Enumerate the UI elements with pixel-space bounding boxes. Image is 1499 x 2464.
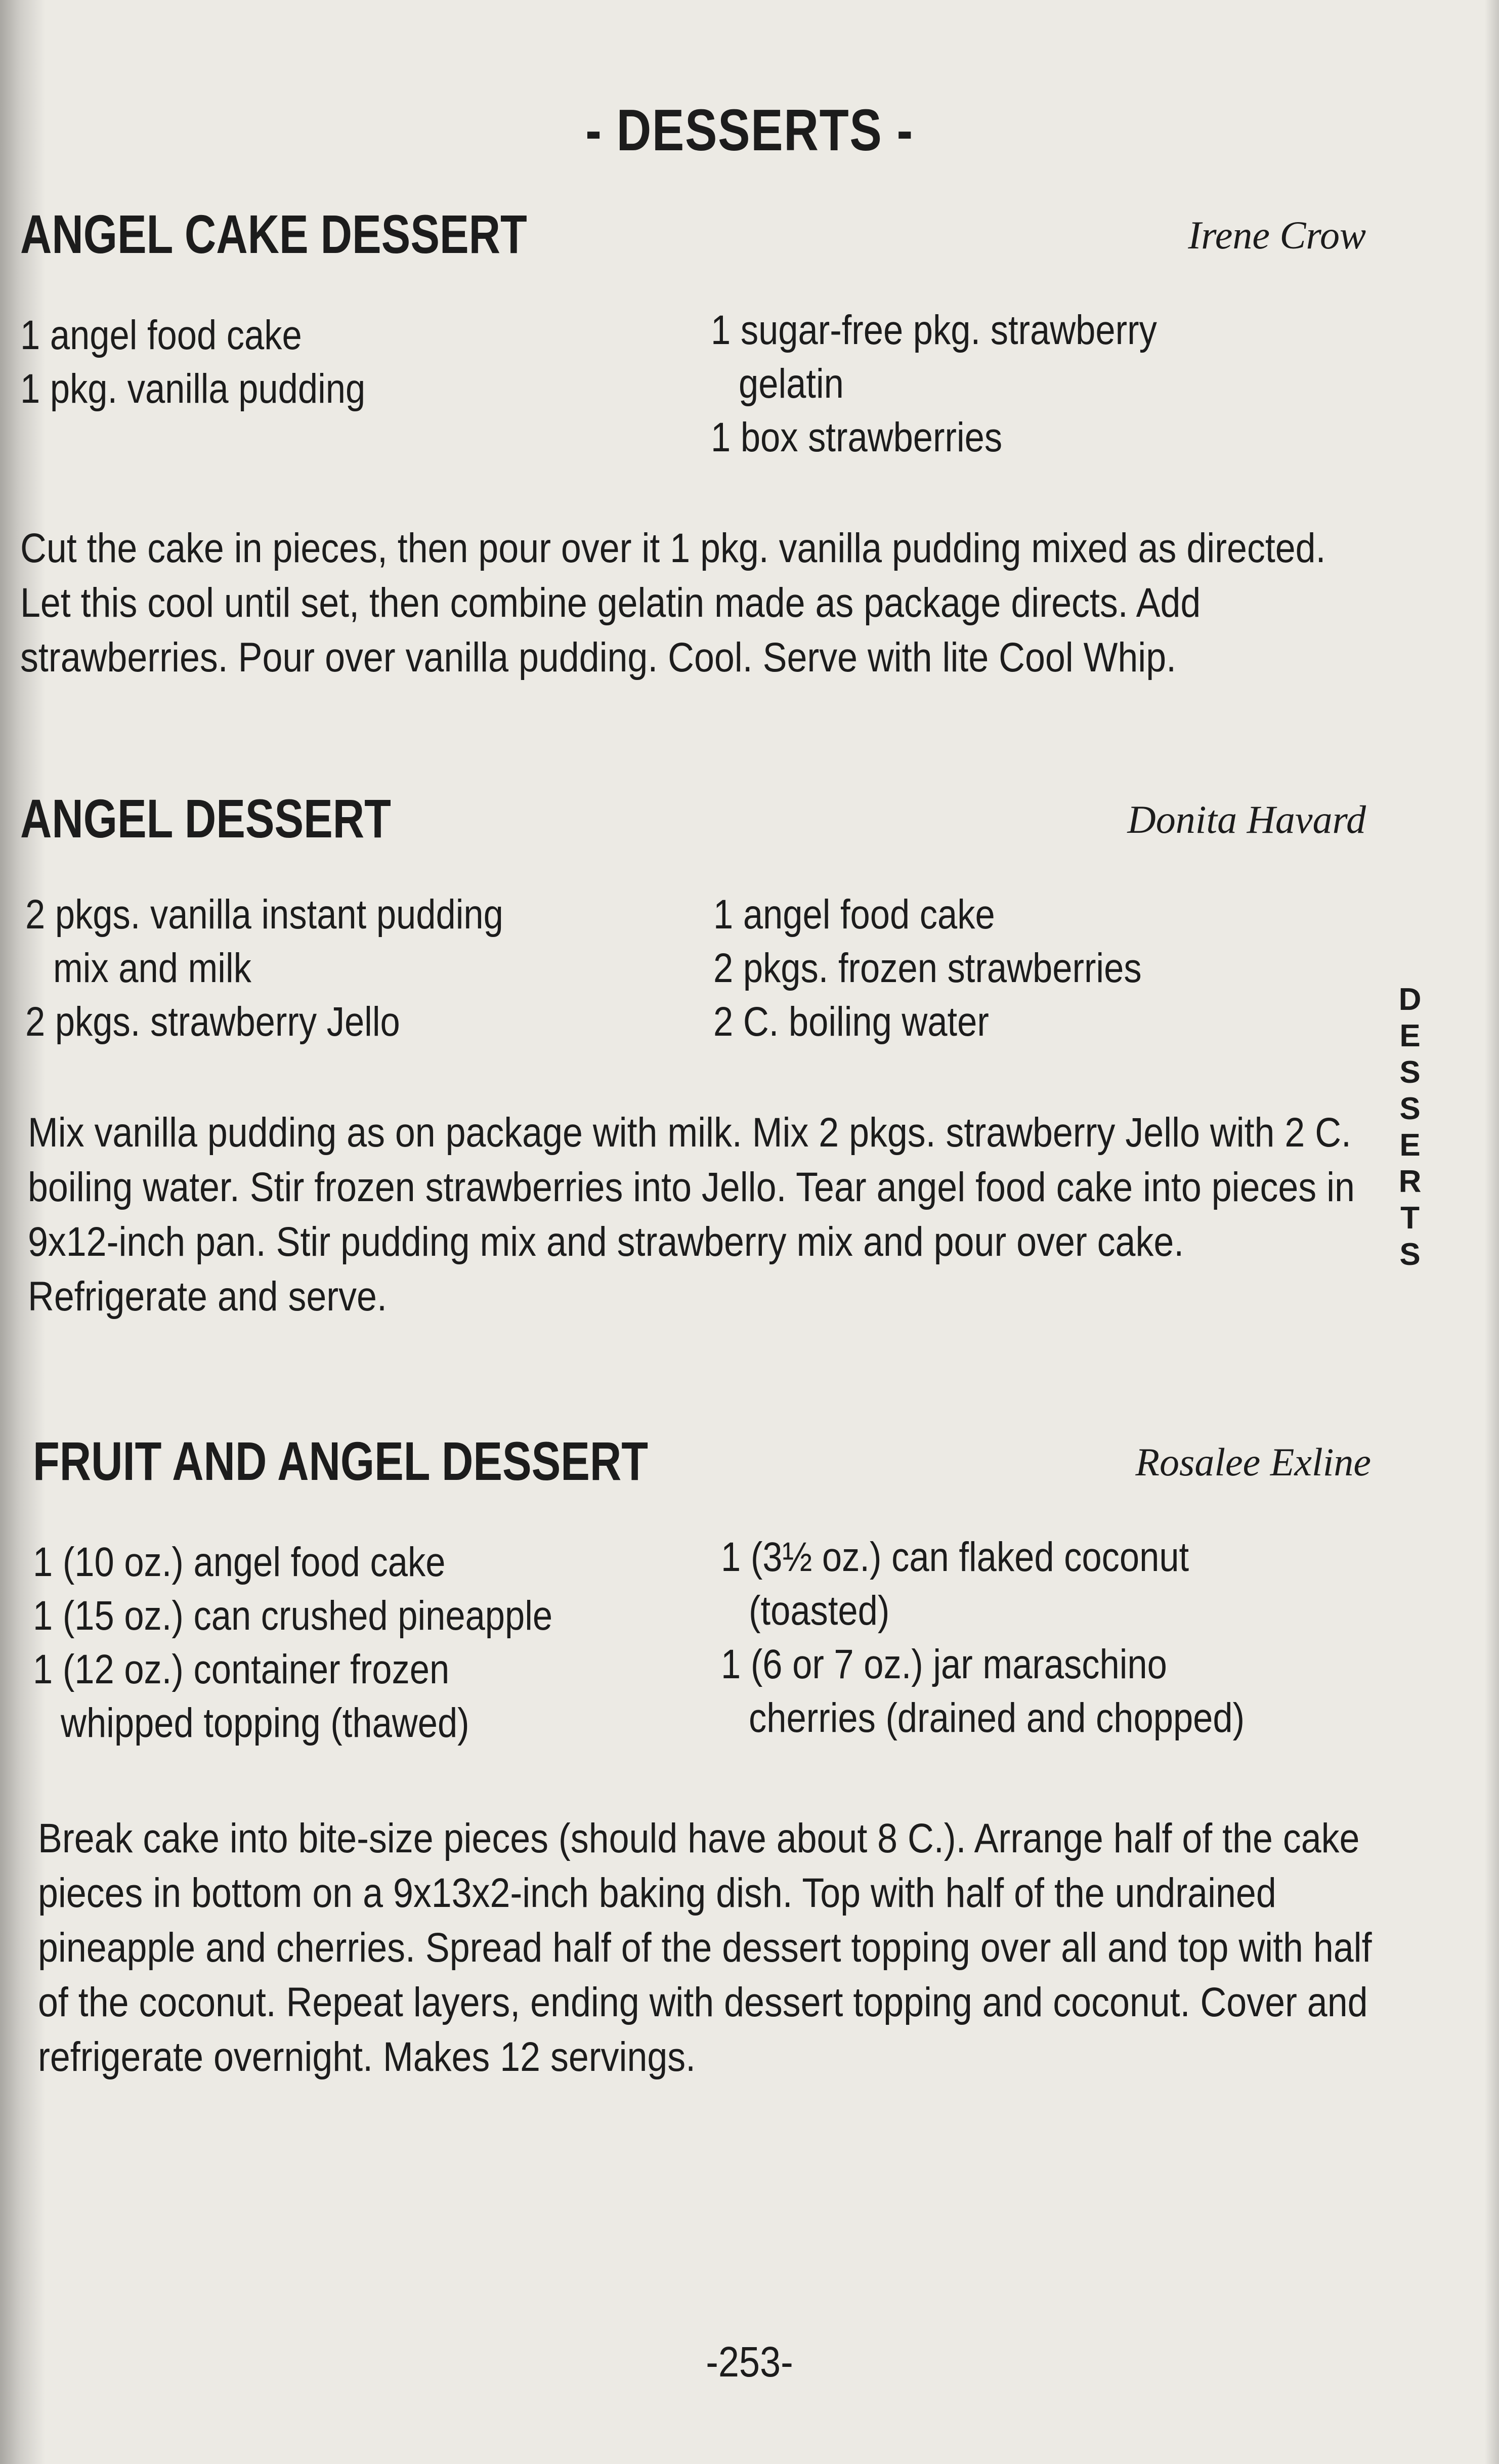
ingredient: cherries (drained and chopped) — [749, 1695, 1245, 1741]
side-tab-letter: E — [1399, 1128, 1421, 1163]
ingredient: mix and milk — [53, 945, 251, 991]
ingredients-left — [20, 309, 421, 416]
page-edge — [1485, 0, 1499, 2464]
ingredient: 1 box strawberries — [711, 414, 1003, 460]
recipe-author: Irene Crow — [1188, 213, 1366, 257]
side-tab-letter: T — [1400, 1201, 1420, 1236]
ingredient: 2 pkgs. frozen strawberries — [713, 945, 1142, 991]
ingredient: 1 angel food cake — [713, 891, 995, 938]
recipe-directions: Mix vanilla pudding as on package with milk. Mix 2 pkgs. strawberry Jello with 2 C. boiling water. Stir frozen strawberries into Jello. Tear angel food cake into pieces in 9x12-inch pan. Stir pudding mix and strawberry mix and pour over cake. Refrigerate and serve. — [28, 1110, 1355, 1320]
ingredients-right — [721, 1531, 1330, 1745]
ingredient: 1 angel food cake — [20, 312, 302, 358]
ingredient: 1 (12 oz.) container frozen — [33, 1646, 450, 1692]
recipe-title: ANGEL CAKE DESSERT — [20, 203, 527, 265]
recipe-title: FRUIT AND ANGEL DESSERT — [33, 1430, 649, 1492]
ingredient: gelatin — [739, 361, 844, 407]
side-tab-letter: S — [1399, 1237, 1421, 1272]
ingredient: 1 (6 or 7 oz.) jar maraschino — [721, 1641, 1167, 1687]
ingredient: 1 (15 oz.) can crushed pineapple — [33, 1593, 553, 1639]
ingredient: 1 (3½ oz.) can flaked coconut — [721, 1534, 1189, 1580]
ingredient: 2 pkgs. vanilla instant pudding — [25, 891, 503, 938]
recipe-author: Donita Havard — [1127, 797, 1366, 841]
ingredients-right — [713, 888, 1211, 1049]
side-tab-letter: D — [1398, 982, 1422, 1017]
ingredient: (toasted) — [749, 1588, 890, 1634]
ingredient: 2 pkgs. strawberry Jello — [25, 999, 400, 1045]
ingredients-left — [25, 888, 581, 1049]
recipe-directions: Cut the cake in pieces, then pour over it 1 pkg. vanilla pudding mixed as directed. Let this cool until set, then combine gelatin made as package directs. Add strawberries. Pour over vanilla pudding. Cool. Serve with lite Cool Whip. — [20, 525, 1326, 681]
section-side-tab — [1392, 982, 1428, 1273]
ingredient: 1 sugar-free pkg. strawberry — [711, 307, 1157, 353]
recipe-angel-cake-dessert — [20, 202, 1366, 688]
ingredients-left — [33, 1536, 637, 1750]
side-tab-letter: S — [1399, 1091, 1421, 1126]
page-number: -253- — [706, 2338, 793, 2386]
ingredient: 1 (10 oz.) angel food cake — [33, 1539, 446, 1585]
ingredients-right — [711, 304, 1229, 464]
section-header: - DESSERTS - — [585, 97, 914, 163]
ingredient: whipped topping (thawed) — [61, 1700, 469, 1746]
recipe-title: ANGEL DESSERT — [20, 788, 391, 849]
ingredient: 1 pkg. vanilla pudding — [20, 366, 366, 412]
side-tab-letter: S — [1399, 1055, 1421, 1090]
side-tab-letter: R — [1398, 1164, 1422, 1199]
recipe-author: Rosalee Exline — [1135, 1440, 1371, 1484]
recipe-angel-dessert — [20, 787, 1366, 1343]
ingredient: 2 C. boiling water — [713, 999, 989, 1045]
recipe-directions: Break cake into bite-size pieces (should have about 8 C.). Arrange half of the cake pieces in bottom on a 9x13x2-inch baking dish. Top with half of the undrained pineapple and cherries. Spread half of the dessert topping over all and top with half of the coconut. Repeat layers, ending with dessert topping and coconut. Cover and refrigerate overnight. Makes 12 servings. — [38, 1815, 1372, 2080]
recipe-fruit-and-angel-dessert — [20, 1429, 1372, 2097]
side-tab-letter: E — [1399, 1018, 1421, 1053]
